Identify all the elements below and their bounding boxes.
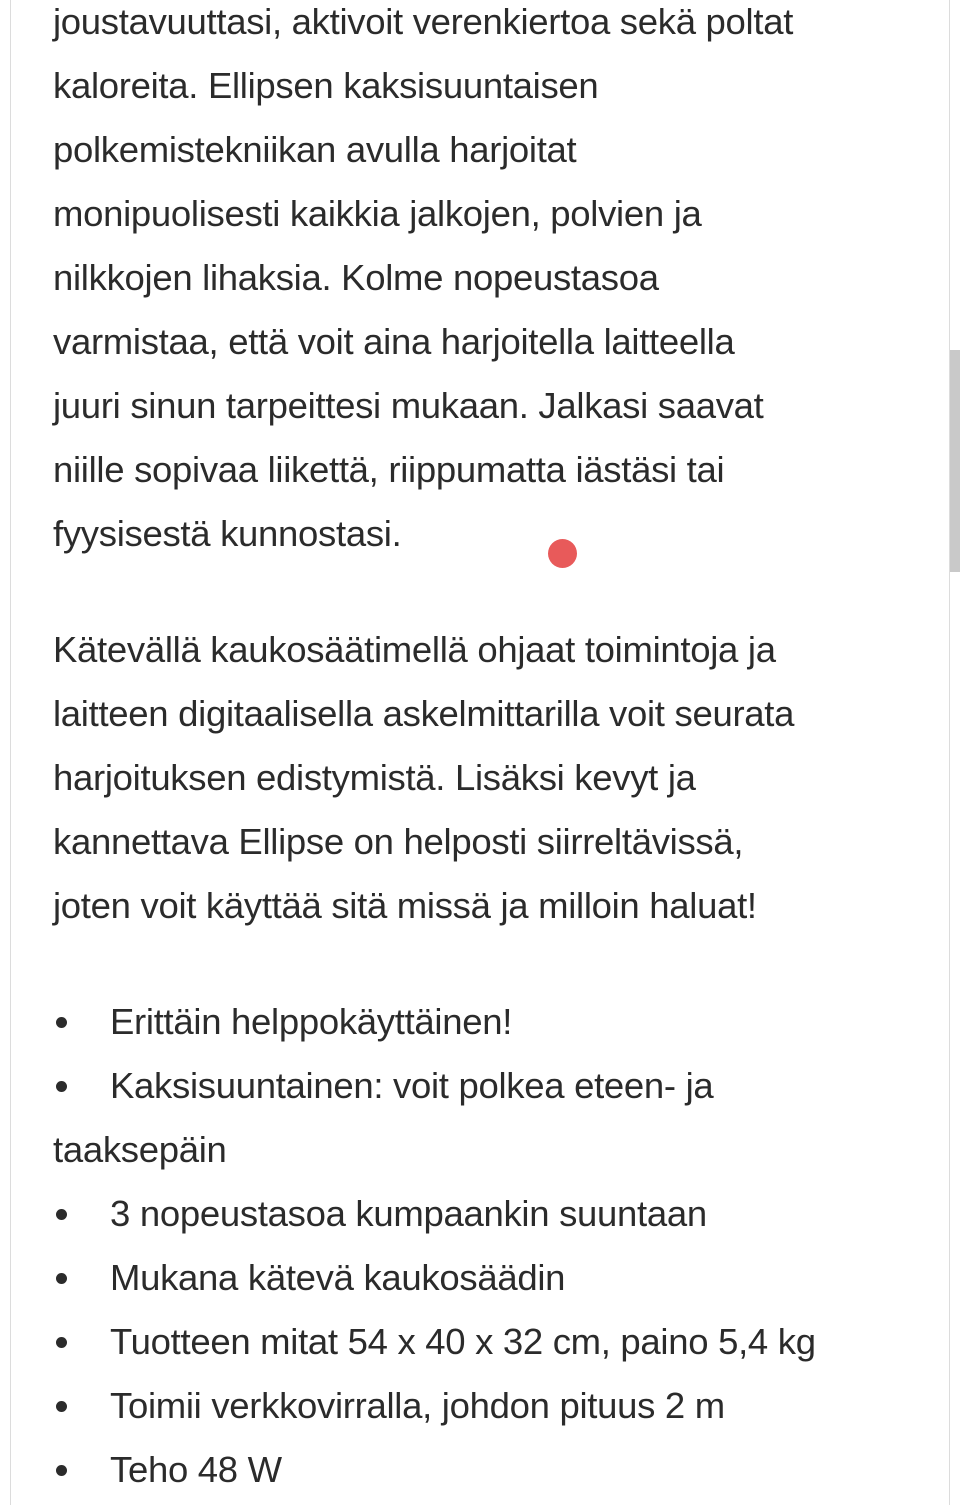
- bullet-icon: [56, 1337, 67, 1348]
- paragraph-line: varmistaa, että voit aina harjoitella laitteella: [53, 321, 735, 362]
- description-paragraph-1: [53, 0, 933, 566]
- content-frame-left-border: [10, 0, 11, 1505]
- list-item-text: 3 nopeustasoa kumpaankin suuntaan: [110, 1193, 707, 1234]
- bullet-icon: [56, 1081, 67, 1092]
- paragraph-line: nilkkojen lihaksia. Kolme nopeustasoa: [53, 257, 659, 298]
- bullet-icon: [56, 1465, 67, 1476]
- paragraph-line: Kätevällä kaukosäätimellä ohjaat toimintoja ja: [53, 629, 776, 670]
- scrollbar-thumb[interactable]: [950, 350, 960, 572]
- bullet-icon: [56, 1209, 67, 1220]
- paragraph-spacer: [53, 566, 933, 618]
- feature-list: [53, 990, 933, 1502]
- description-paragraph-2: [53, 618, 933, 938]
- list-item-text: Toimii verkkovirralla, johdon pituus 2 m: [110, 1385, 725, 1426]
- list-item-text: Tuotteen mitat 54 x 40 x 32 cm, paino 5,4 kg: [110, 1321, 816, 1362]
- list-item-text: Mukana kätevä kaukosäädin: [110, 1257, 566, 1298]
- paragraph-line: kaloreita. Ellipsen kaksisuuntaisen: [53, 65, 599, 106]
- list-item-text: Teho 48 W: [110, 1449, 282, 1490]
- paragraph-line: joustavuuttasi, aktivoit verenkiertoa sekä poltat: [53, 1, 794, 42]
- paragraph-line: laitteen digitaalisella askelmittarilla voit seurata: [53, 693, 795, 734]
- list-item: [53, 1310, 933, 1374]
- touch-indicator-dot: [548, 539, 577, 568]
- list-item: [53, 1374, 933, 1438]
- paragraph-line: kannettava Ellipse on helposti siirreltävissä,: [53, 821, 744, 862]
- paragraph-line: niille sopivaa liikettä, riippumatta iästäsi tai: [53, 449, 725, 490]
- list-spacer: [53, 938, 933, 990]
- list-item: [53, 1246, 933, 1310]
- list-item: [53, 1182, 933, 1246]
- list-item-continuation: taaksepäin: [53, 1129, 227, 1170]
- list-item: [53, 1438, 933, 1502]
- list-item: [53, 990, 933, 1054]
- paragraph-line: joten voit käyttää sitä missä ja milloin haluat!: [53, 885, 757, 926]
- bullet-icon: [56, 1017, 67, 1028]
- paragraph-line: harjoituksen edistymistä. Lisäksi kevyt ja: [53, 757, 696, 798]
- paragraph-line: fyysisestä kunnostasi.: [53, 513, 402, 554]
- product-description: [53, 0, 933, 1502]
- list-item: [53, 1054, 933, 1118]
- content-frame-right-border: [949, 0, 950, 1505]
- list-item-text: Kaksisuuntainen: voit polkea eteen- ja: [110, 1065, 714, 1106]
- bullet-icon: [56, 1273, 67, 1284]
- paragraph-line: monipuolisesti kaikkia jalkojen, polvien ja: [53, 193, 702, 234]
- paragraph-line: polkemistekniikan avulla harjoitat: [53, 129, 577, 170]
- paragraph-line: juuri sinun tarpeittesi mukaan. Jalkasi saavat: [53, 385, 764, 426]
- bullet-icon: [56, 1401, 67, 1412]
- list-item-text: Erittäin helppokäyttäinen!: [110, 1001, 513, 1042]
